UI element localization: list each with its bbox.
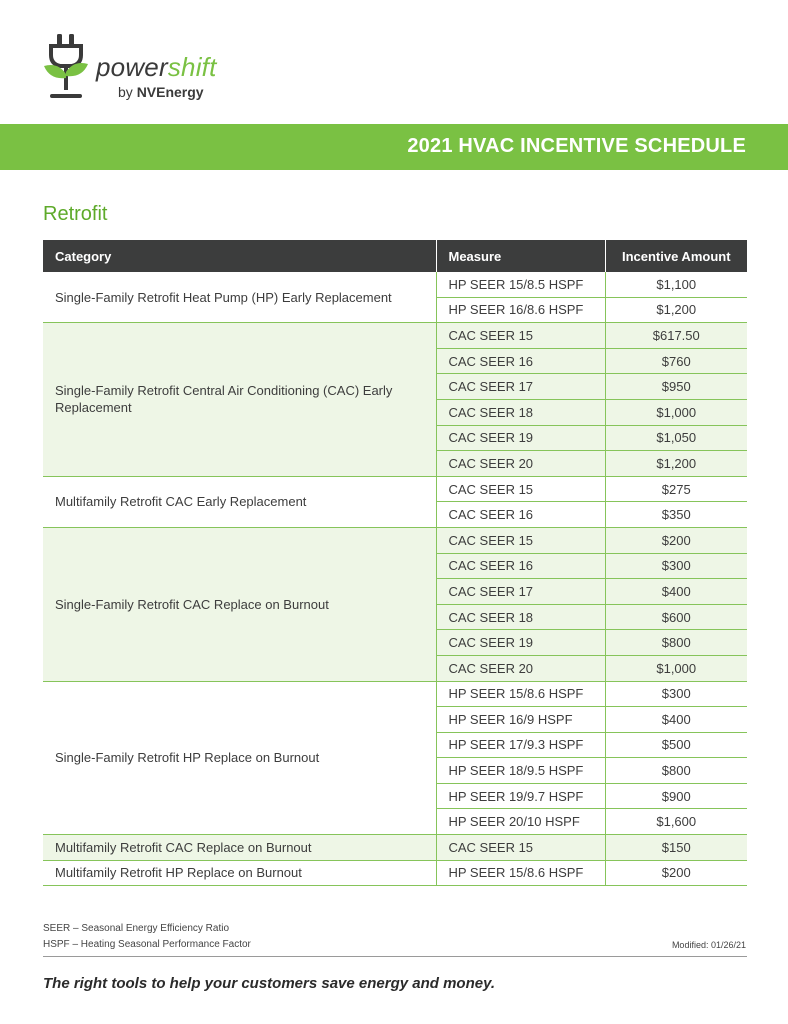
measure-cell: CAC SEER 17 <box>436 579 605 605</box>
incentive-amount-cell: $500 <box>605 732 747 758</box>
incentive-amount-cell: $900 <box>605 783 747 809</box>
logo-by-prefix: by <box>118 84 133 100</box>
incentive-table <box>43 240 747 886</box>
table-header-row <box>43 240 747 272</box>
category-cell: Multifamily Retrofit CAC Replace on Burnout <box>43 835 436 861</box>
logo-wordmark <box>96 52 217 83</box>
incentive-amount-cell: $275 <box>605 476 747 502</box>
incentive-amount-cell: $800 <box>605 630 747 656</box>
incentive-amount-cell: $1,000 <box>605 655 747 681</box>
logo-word-green: shift <box>167 52 217 82</box>
measure-cell: HP SEER 18/9.5 HSPF <box>436 758 605 784</box>
category-cell: Single-Family Retrofit Heat Pump (HP) Early Replacement <box>43 272 436 323</box>
header-measure: Measure <box>436 240 605 272</box>
title-banner <box>0 124 788 170</box>
logo-byline <box>118 84 204 100</box>
incentive-amount-cell: $950 <box>605 374 747 400</box>
footnotes <box>43 921 251 953</box>
logo-word-dark: power <box>96 52 168 82</box>
incentive-amount-cell: $1,100 <box>605 272 747 297</box>
measure-cell: CAC SEER 18 <box>436 399 605 425</box>
table-row <box>43 835 747 861</box>
incentive-amount-cell: $150 <box>605 835 747 861</box>
incentive-amount-cell: $1,050 <box>605 425 747 451</box>
measure-cell: HP SEER 19/9.7 HSPF <box>436 783 605 809</box>
measure-cell: CAC SEER 19 <box>436 425 605 451</box>
measure-cell: CAC SEER 15 <box>436 835 605 861</box>
table-row <box>43 681 747 707</box>
table-row <box>43 476 747 502</box>
modified-date: Modified: 01/26/21 <box>671 940 746 950</box>
page-title: 2021 HVAC INCENTIVE SCHEDULE <box>407 135 746 157</box>
header-incentive-amount: Incentive Amount <box>605 240 747 272</box>
measure-cell: HP SEER 17/9.3 HSPF <box>436 732 605 758</box>
incentive-amount-cell: $200 <box>605 860 747 886</box>
measure-cell: CAC SEER 19 <box>436 630 605 656</box>
measure-cell: CAC SEER 16 <box>436 553 605 579</box>
measure-cell: CAC SEER 16 <box>436 348 605 374</box>
incentive-amount-cell: $1,200 <box>605 451 747 477</box>
incentive-amount-cell: $300 <box>605 681 747 707</box>
header-category: Category <box>43 240 436 272</box>
incentive-amount-cell: $300 <box>605 553 747 579</box>
category-cell: Single-Family Retrofit Central Air Conditioning (CAC) Early Replacement <box>43 323 436 477</box>
category-cell: Multifamily Retrofit HP Replace on Burnout <box>43 860 436 886</box>
incentive-amount-cell: $1,000 <box>605 399 747 425</box>
measure-cell: CAC SEER 20 <box>436 655 605 681</box>
table-row <box>43 272 747 297</box>
table-row <box>43 860 747 886</box>
footer-divider <box>43 956 747 957</box>
footnote-seer: SEER – Seasonal Energy Efficiency Ratio <box>43 923 230 934</box>
tagline: The right tools to help your customers save energy and money. <box>43 975 496 992</box>
incentive-amount-cell: $800 <box>605 758 747 784</box>
incentive-amount-cell: $400 <box>605 707 747 733</box>
table-body <box>43 272 747 886</box>
measure-cell: CAC SEER 16 <box>436 502 605 528</box>
measure-cell: CAC SEER 15 <box>436 476 605 502</box>
incentive-amount-cell: $350 <box>605 502 747 528</box>
category-cell: Single-Family Retrofit HP Replace on Burnout <box>43 681 436 835</box>
measure-cell: CAC SEER 15 <box>436 527 605 553</box>
incentive-amount-cell: $600 <box>605 604 747 630</box>
measure-cell: HP SEER 15/8.5 HSPF <box>436 272 605 297</box>
incentive-amount-cell: $200 <box>605 527 747 553</box>
footnote-hspf: HSPF – Heating Seasonal Performance Factor <box>43 939 251 950</box>
measure-cell: CAC SEER 15 <box>436 323 605 349</box>
table-row <box>43 527 747 553</box>
measure-cell: CAC SEER 20 <box>436 451 605 477</box>
measure-cell: CAC SEER 17 <box>436 374 605 400</box>
plug-leaf-icon <box>40 30 92 102</box>
measure-cell: HP SEER 16/9 HSPF <box>436 707 605 733</box>
powershift-logo <box>40 30 240 105</box>
incentive-amount-cell: $1,200 <box>605 297 747 323</box>
measure-cell: HP SEER 16/8.6 HSPF <box>436 297 605 323</box>
category-cell: Multifamily Retrofit CAC Early Replacement <box>43 476 436 527</box>
logo-company: NVEnergy <box>136 84 204 100</box>
incentive-amount-cell: $617.50 <box>605 323 747 349</box>
section-title: Retrofit <box>43 203 108 225</box>
measure-cell: HP SEER 20/10 HSPF <box>436 809 605 835</box>
measure-cell: HP SEER 15/8.6 HSPF <box>436 681 605 707</box>
category-cell: Single-Family Retrofit CAC Replace on Burnout <box>43 527 436 681</box>
measure-cell: CAC SEER 18 <box>436 604 605 630</box>
incentive-amount-cell: $400 <box>605 579 747 605</box>
incentive-amount-cell: $1,600 <box>605 809 747 835</box>
measure-cell: HP SEER 15/8.6 HSPF <box>436 860 605 886</box>
table-row <box>43 323 747 349</box>
incentive-amount-cell: $760 <box>605 348 747 374</box>
